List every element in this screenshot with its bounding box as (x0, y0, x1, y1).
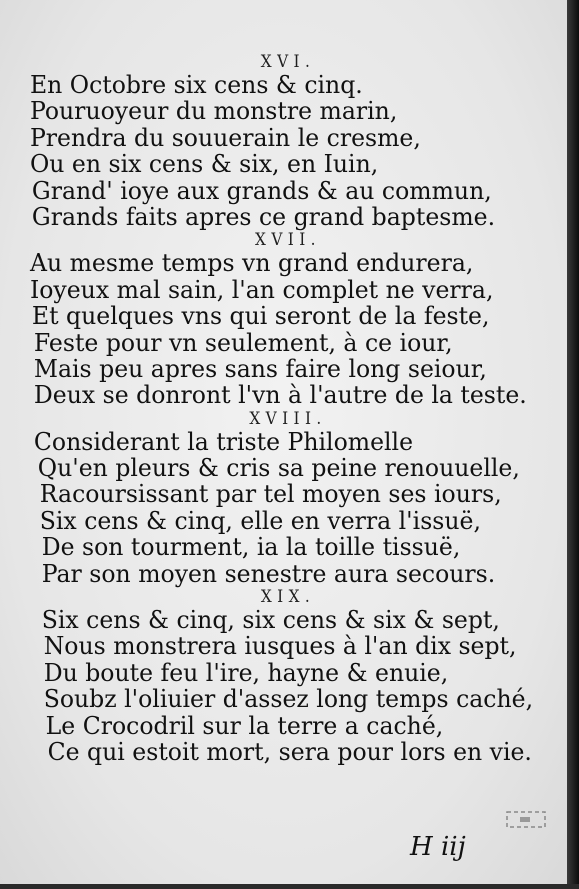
quatrain-xviii (28, 409, 548, 587)
verse-line: Deux se donront l'vn à l'autre de la teste. (33, 381, 527, 410)
section-heading: XVII. (255, 230, 321, 251)
verse-line: Le Crocodril sur la terre a caché, (45, 711, 444, 740)
verse-line: Au mesme temps vn grand endurera, (29, 249, 474, 278)
verse-line: Grands faits apres ce grand baptesme. (31, 202, 496, 231)
verse-line: Prendra du souuerain le cresme, (29, 123, 421, 152)
verse-line: Ioyeux mal sain, l'an complet ne verra, (29, 275, 494, 304)
verse-line: Qu'en pleurs & cris sa peine renouuelle, (37, 454, 520, 483)
verse-line: Par son moyen senestre aura secours. (41, 559, 496, 588)
section-heading: XIX. (260, 587, 316, 608)
quatrain-xvii (28, 230, 548, 408)
verse-line: Feste pour vn seulement, à ce iour, (33, 328, 453, 357)
verse-line: Six cens & cinq, elle en verra l'issuë, (39, 506, 481, 535)
verse-line: Six cens & cinq, six cens & six & sept, (41, 606, 500, 635)
verse-line: Considerant la triste Philomelle (33, 427, 414, 456)
section-heading: XVIII. (249, 408, 327, 429)
verse-line: Soubz l'oliuier d'assez long temps caché, (43, 685, 534, 714)
verse-line: De son tourment, ia la toille tissuë, (41, 533, 461, 562)
verse-line: Racoursissant par tel moyen ses iours, (39, 480, 502, 509)
section-heading: XVI. (260, 52, 316, 72)
page-edge-shadow (567, 0, 579, 889)
page-bottom-edge (0, 884, 579, 889)
signature-mark: H iij (410, 832, 466, 862)
verse-line: Grand' ioye aux grands & au commun, (31, 176, 492, 205)
page-text (28, 52, 548, 765)
ink-smudge (506, 808, 548, 830)
verse-line: Ce qui estoit mort, sera pour lors en vie. (47, 737, 532, 766)
verse-line: Nous monstrera iusques à l'an dix sept, (43, 632, 517, 661)
verse-line: Mais peu apres sans faire long seiour, (33, 354, 487, 383)
verse-line: En Octobre six cens & cinq. (29, 71, 363, 99)
verse-line: Ou en six cens & six, en Iuin, (29, 150, 379, 179)
quatrain-xix (28, 587, 548, 765)
quatrain-xvi (28, 52, 548, 230)
verse-line: Et quelques vns qui seront de la feste, (31, 302, 490, 331)
verse-line: Du boute feu l'ire, hayne & enuie, (43, 658, 449, 687)
verse-line: Pouruoyeur du monstre marin, (29, 97, 398, 126)
